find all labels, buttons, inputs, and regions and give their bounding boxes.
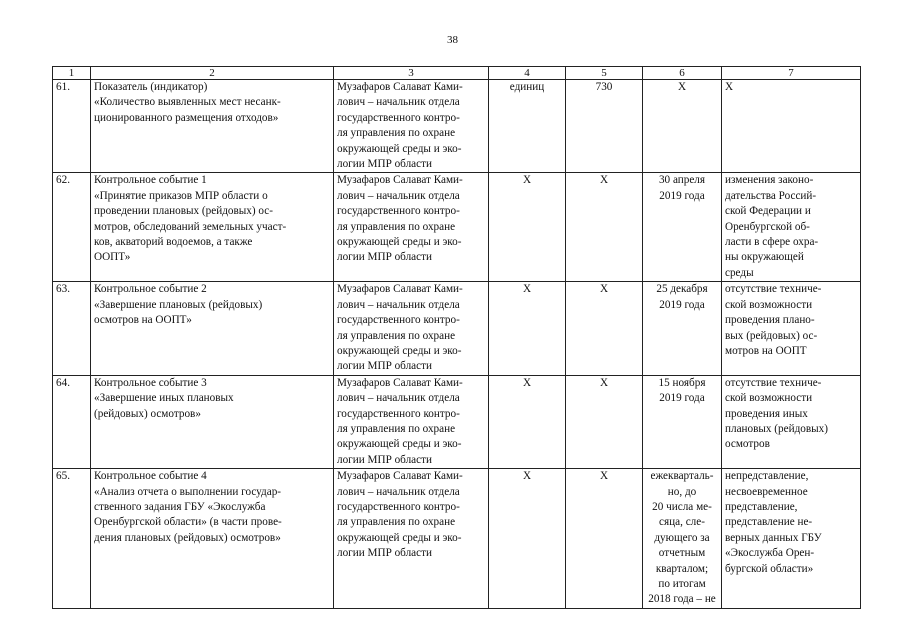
plan-table	[52, 66, 861, 609]
column-number: 7	[722, 67, 861, 80]
row-number: 62.	[53, 173, 91, 282]
indicator-name: Контрольное событие 1 «Принятие приказов МПР области о проведении плановых (рейдовых) ос- мотров, обследований земельных участ- ков, акваторий водоемов, а также ООПТ»	[91, 173, 334, 282]
value-cell: Х	[566, 375, 643, 468]
column-number: 6	[643, 67, 722, 80]
unit-cell: Х	[489, 375, 566, 468]
value-cell: Х	[566, 469, 643, 609]
responsible-person: Музафаров Салават Ками- лович – начальник отдела государственного контро- ля управления по охране окружающей среды и эко- логии МПР области	[334, 80, 489, 173]
row-number: 63.	[53, 282, 91, 375]
term-cell: 25 декабря 2019 года	[643, 282, 722, 375]
table-row	[53, 375, 861, 468]
unit-cell: единиц	[489, 80, 566, 173]
value-cell: 730	[566, 80, 643, 173]
term-cell: Х	[643, 80, 722, 173]
indicator-name: Контрольное событие 4 «Анализ отчета о выполнении государ- ственного задания ГБУ «Экослужба Оренбургской области» (в части прове- дения плановых (рейдовых) осмотров»	[91, 469, 334, 609]
responsible-person: Музафаров Салават Ками- лович – начальник отдела государственного контро- ля управления по охране окружающей среды и эко- логии МПР области	[334, 173, 489, 282]
row-number: 61.	[53, 80, 91, 173]
row-number: 64.	[53, 375, 91, 468]
risk-cell: отсутствие техниче- ской возможности проведения плано- вых (рейдовых) ос- мотров на ООПТ	[722, 282, 861, 375]
column-number: 4	[489, 67, 566, 80]
responsible-person: Музафаров Салават Ками- лович – начальник отдела государственного контро- ля управления по охране окружающей среды и эко- логии МПР области	[334, 375, 489, 468]
risk-cell: изменения законо- дательства Россий- ской Федерации и Оренбургской об- ласти в сфере охра- ны окружающей среды	[722, 173, 861, 282]
term-cell: 15 ноября 2019 года	[643, 375, 722, 468]
table-row	[53, 173, 861, 282]
risk-cell: отсутствие техниче- ской возможности проведения иных плановых (рейдовых) осмотров	[722, 375, 861, 468]
table-row	[53, 469, 861, 609]
risk-cell: непредставление, несвоевременное представление, представление не- верных данных ГБУ «Экослужба Орен- бургской области»	[722, 469, 861, 609]
value-cell: Х	[566, 173, 643, 282]
value-cell: Х	[566, 282, 643, 375]
row-number: 65.	[53, 469, 91, 609]
risk-cell: Х	[722, 80, 861, 173]
indicator-name: Контрольное событие 3 «Завершение иных плановых (рейдовых) осмотров»	[91, 375, 334, 468]
column-number: 3	[334, 67, 489, 80]
column-number-row	[53, 67, 861, 80]
page-number: 38	[447, 34, 458, 46]
responsible-person: Музафаров Салават Ками- лович – начальник отдела государственного контро- ля управления по охране окружающей среды и эко- логии МПР области	[334, 282, 489, 375]
indicator-name: Показатель (индикатор) «Количество выявленных мест несанк- ционированного размещения отходов»	[91, 80, 334, 173]
column-number: 2	[91, 67, 334, 80]
term-cell: ежекварталь- но, до 20 числа ме- сяца, сле- дующего за отчетным кварталом; по итогам 2018 года – не	[643, 469, 722, 609]
column-number: 1	[53, 67, 91, 80]
unit-cell: Х	[489, 173, 566, 282]
unit-cell: Х	[489, 282, 566, 375]
table-row	[53, 282, 861, 375]
indicator-name: Контрольное событие 2 «Завершение плановых (рейдовых) осмотров на ООПТ»	[91, 282, 334, 375]
column-number: 5	[566, 67, 643, 80]
unit-cell: Х	[489, 469, 566, 609]
table-row	[53, 80, 861, 173]
responsible-person: Музафаров Салават Ками- лович – начальник отдела государственного контро- ля управления по охране окружающей среды и эко- логии МПР области	[334, 469, 489, 609]
term-cell: 30 апреля 2019 года	[643, 173, 722, 282]
